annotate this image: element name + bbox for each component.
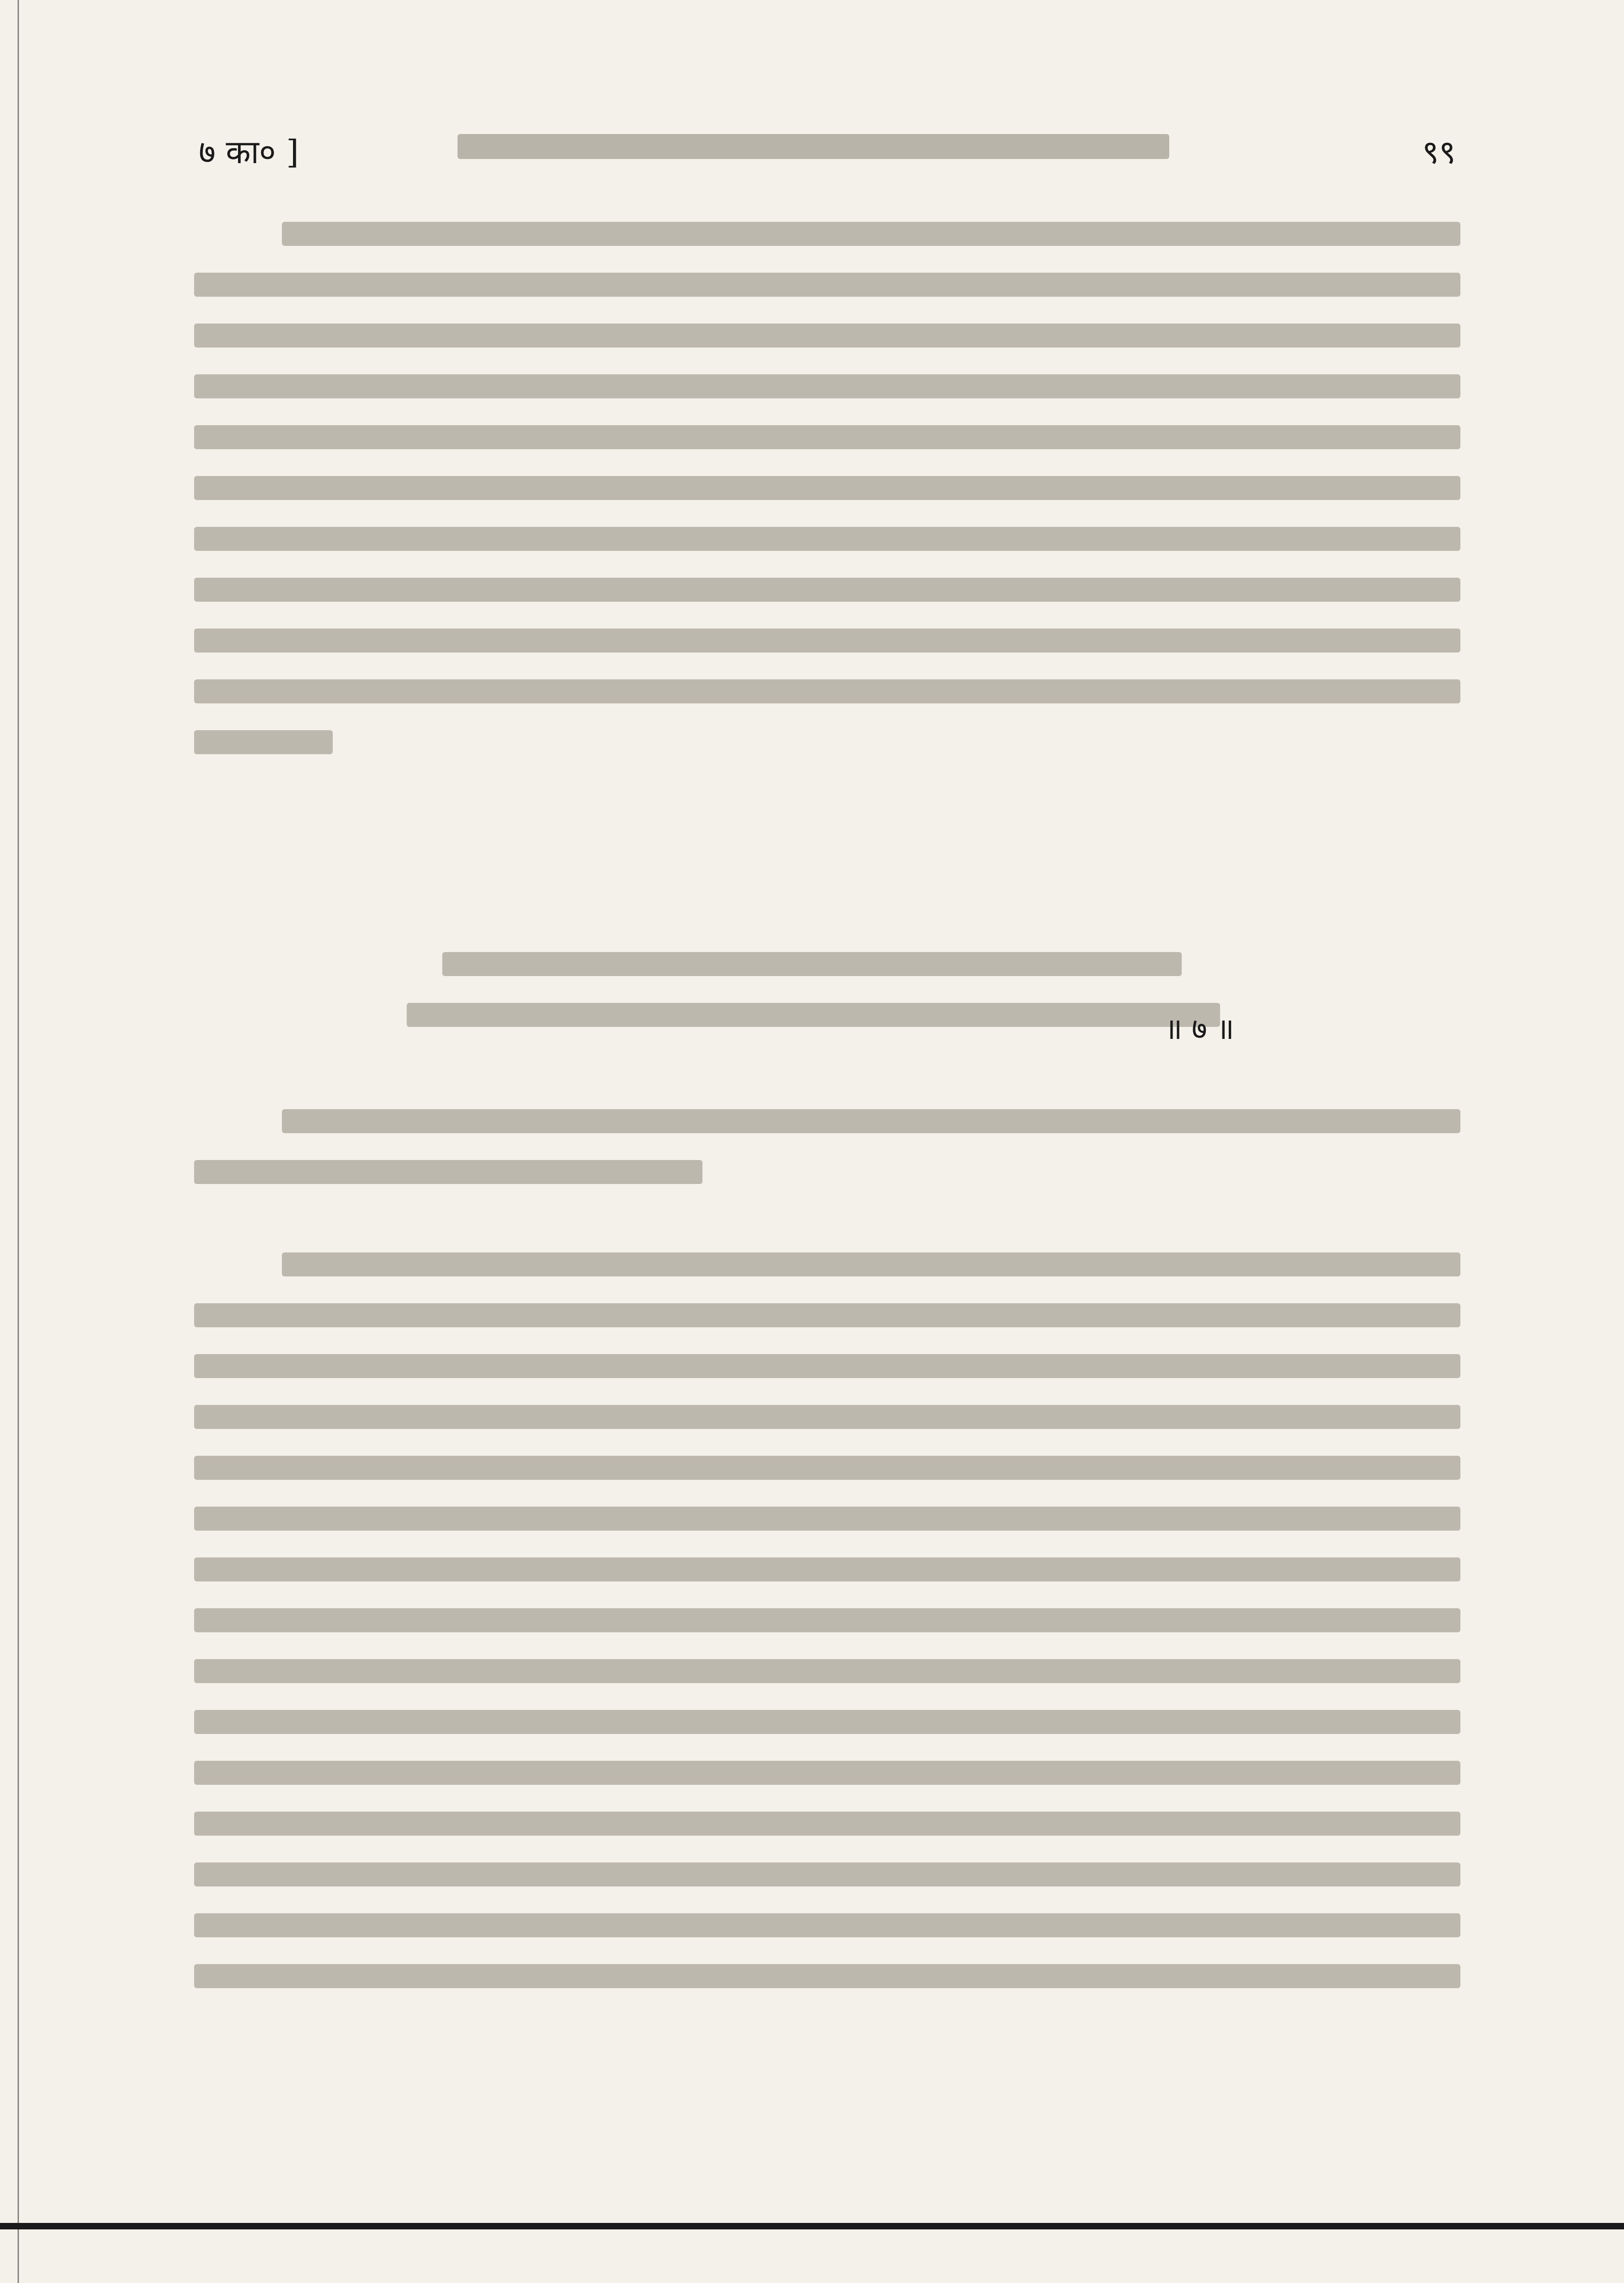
- text-line: [194, 730, 333, 754]
- text-line: [194, 1608, 1460, 1632]
- paragraph-2: [194, 1109, 1460, 1211]
- text-line: [194, 1913, 1460, 1937]
- text-line: [194, 1710, 1460, 1734]
- running-header: [199, 120, 1456, 171]
- paragraph-3: [194, 1252, 1460, 2015]
- text-line: [194, 476, 1460, 500]
- text-line: [194, 629, 1460, 653]
- text-line: [282, 1252, 1460, 1276]
- text-line: [194, 1405, 1460, 1429]
- verse-line: [407, 1003, 1220, 1027]
- text-line: [194, 1507, 1460, 1531]
- text-line: [194, 1964, 1460, 1988]
- chapter-marker: ७ का० ]: [199, 133, 299, 171]
- text-line: [194, 527, 1460, 551]
- bottom-rule: [0, 2223, 1624, 2229]
- text-line: [282, 222, 1460, 246]
- text-line: [194, 1761, 1460, 1785]
- text-line: [194, 1812, 1460, 1836]
- text-line: [194, 578, 1460, 602]
- text-line: [194, 1303, 1460, 1327]
- verse-number: ॥ ७ ॥: [1165, 1012, 1234, 1046]
- text-line: [194, 324, 1460, 348]
- paragraph-1: [194, 222, 1460, 781]
- text-line: [194, 1354, 1460, 1378]
- text-line: [194, 425, 1460, 449]
- text-line: [194, 1160, 702, 1184]
- text-line: [194, 1659, 1460, 1683]
- text-line: [282, 1109, 1460, 1133]
- verse-block: [0, 952, 1624, 1054]
- verse-line: [442, 952, 1182, 976]
- text-line: [194, 374, 1460, 398]
- text-line: [194, 273, 1460, 297]
- running-title-line: [458, 134, 1169, 159]
- text-line: [194, 1862, 1460, 1886]
- text-line: [194, 1456, 1460, 1480]
- page-number: ९९: [1422, 133, 1456, 171]
- binding-edge-line: [18, 0, 19, 2283]
- text-line: [194, 1557, 1460, 1581]
- text-line: [194, 679, 1460, 703]
